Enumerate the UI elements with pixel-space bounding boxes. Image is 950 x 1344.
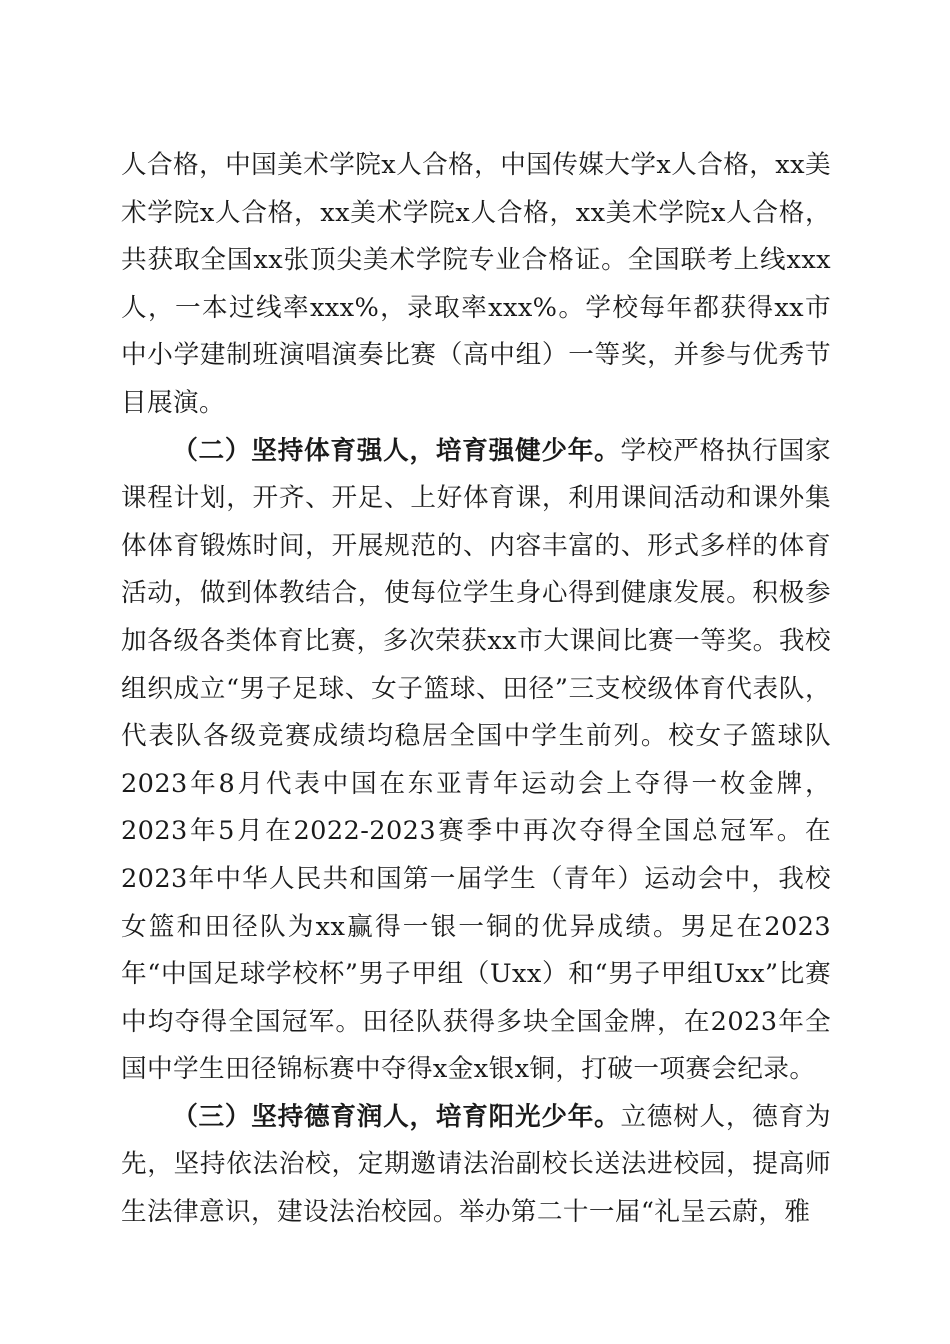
paragraph-moral-education [121,1094,831,1237]
paragraph-sports [121,428,831,1094]
section-heading-moral-education: （三）坚持德育润人，培育阳光少年。 [172,1101,621,1132]
paragraph-body: 学校严格执行国家课程计划，开齐、开足、上好体育课，利用课间活动和课外集体体育锻炼时间，开展规范的、内容丰富的、形式多样的体育活动，做到体教结合，使每位学生身心得到健康发展。积极参加各级各类体育比赛，多次荣获xx市大课间比赛一等奖。我校组织成立“男子足球、女子篮球、田径”三支校级体育代表队，代表队各级竞赛成绩均稳居全国中学生前列。校女子篮球队2023年8月代表中国在东亚青年运动会上夺得一枚金牌，2023年5月在2022-2023赛季中再次夺得全国总冠军。在2023年中华人民共和国第一届学生（青年）运动会中，我校女篮和田径队为xx赢得一银一铜的优异成绩。男足在2023年“中国足球学校杯”男子甲组（Uxx）和“男子甲组Uxx”比赛中均夺得全国冠军。田径队获得多块全国金牌，在2023年全国中学生田径锦标赛中夺得x金x银x铜，打破一项赛会纪录。 [121,435,831,1085]
section-heading-sports: （二）坚持体育强人，培育强健少年。 [172,435,621,466]
paragraph-art-results [121,142,831,428]
paragraph-body: 立德树人，德育为先，坚持依法治校，定期邀请法治副校长送法进校园，提高师生法律意识，建设法治校园。举办第二十一届“礼呈云蔚，雅 [121,1101,831,1228]
paragraph-body: 人合格，中国美术学院x人合格，中国传媒大学x人合格，xx美术学院x人合格，xx美术学院x人合格，xx美术学院x人合格，共获取全国xx张顶尖美术学院专业合格证。全国联考上线xxx人，一本过线率xxx%，录取率xxx%。学校每年都获得xx市中小学建制班演唱演奏比赛（高中组）一等奖，并参与优秀节目展演。 [121,150,831,418]
document-body [121,142,831,1237]
